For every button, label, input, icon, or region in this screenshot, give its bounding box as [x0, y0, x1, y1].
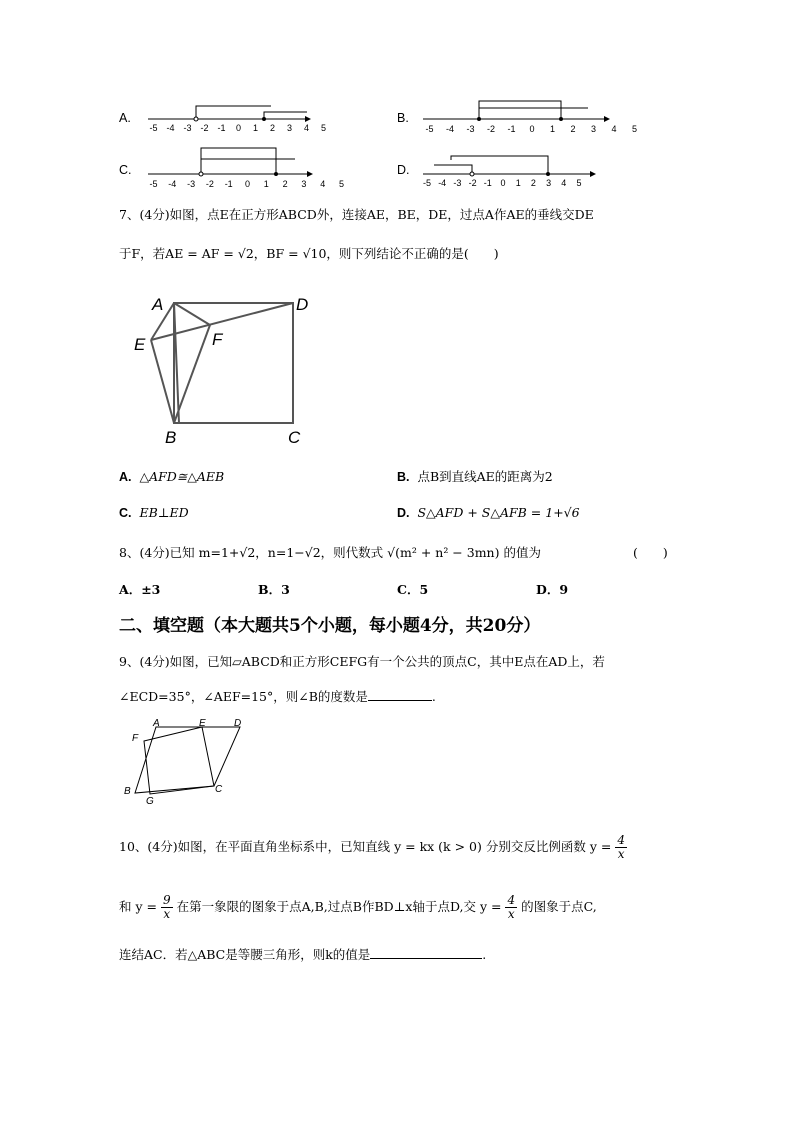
tick-label: 0 — [529, 124, 535, 134]
q7-label-c: C — [288, 428, 301, 447]
number-line-d — [420, 150, 600, 190]
tick-label: -4 — [166, 123, 175, 133]
q8-paren: ( ) — [633, 545, 668, 560]
tick-label: 3 — [301, 179, 307, 189]
tick-label: -3 — [183, 123, 192, 133]
tick-label: -3 — [187, 179, 196, 189]
tick-label: -2 — [200, 123, 209, 133]
tick-label: -5 — [422, 178, 432, 188]
q9-line2: ∠ECD=35°，∠AEF=15°，则∠B的度数是 . — [119, 689, 436, 704]
tick-label: -2 — [486, 124, 496, 134]
tick-label: 5 — [631, 124, 638, 134]
option-d-label: D. — [397, 163, 410, 177]
tick-label: -2 — [468, 178, 477, 188]
q10-line2: 和 y = $\frac{9}{x}$ 在第一象限的图象于点A,B,过点B作BD⊥x轴于点D,交 y = $\frac{4}{x}$ 的图象于点C, — [119, 893, 597, 921]
tick-label: 2 — [530, 178, 536, 188]
q9-label-f: F — [132, 733, 139, 744]
q7-stem-line1: 7、(4分)如图，点E在正方形ABCD外，连接AE，BE，DE，过点A作AE的垂线交DE — [119, 207, 594, 222]
q7-label-b: B — [165, 428, 177, 447]
tick-label: 5 — [320, 123, 327, 133]
q7-label-d: D — [296, 295, 309, 314]
tick-label: -5 — [149, 123, 158, 133]
tick-label: 2 — [282, 179, 288, 189]
tick-label: -4 — [168, 179, 177, 189]
option-a-label: A. — [119, 111, 131, 125]
number-line-c — [145, 146, 345, 189]
tick-label: 4 — [561, 178, 567, 188]
tick-label: -4 — [438, 178, 447, 188]
tick-label: -1 — [483, 178, 492, 188]
tick-label: 2 — [570, 124, 576, 134]
q7-label-a: A — [152, 295, 164, 314]
tick-label: 1 — [252, 123, 259, 133]
q9-label-b: B — [124, 786, 131, 797]
tick-label: 5 — [338, 179, 345, 189]
tick-label: -1 — [224, 179, 233, 189]
q9-label-g: G — [146, 796, 154, 807]
tick-label: -1 — [507, 124, 516, 134]
section-2-title: 二、填空题（本大题共5个小题，每小题4分，共20分） — [119, 616, 541, 636]
tick-label: -5 — [149, 179, 158, 189]
tick-label: 5 — [576, 178, 582, 188]
q9-line1: 9、(4分)如图，已知▱ABCD和正方形CEFG有一个公共的顶点C，其中E点在AD上，若 — [119, 654, 605, 669]
q10-answer-blank[interactable] — [370, 946, 482, 959]
q10-line1: 10、(4分)如图，在平面直角坐标系中，已知直线 y = kx (k > 0) 分别交反比例函数 y = $\frac{4}{x}$ — [119, 833, 625, 861]
option-b-label: B. — [397, 111, 409, 125]
q8-option-d: D．9 — [536, 582, 569, 597]
q7-label-f: F — [212, 330, 223, 349]
q10-fraction-4-over-x: $\frac{4}{x}$ — [617, 833, 625, 861]
option-c-label: C. — [119, 163, 132, 177]
tick-label: 0 — [500, 178, 506, 188]
tick-label: 3 — [286, 123, 293, 133]
q9-label-a: A — [153, 718, 160, 729]
q9-label-d: D — [234, 718, 242, 729]
q9-label-e: E — [199, 718, 206, 729]
tick-label: 4 — [303, 123, 310, 133]
q7-option-b: B. 点B到直线AE的距离为2 — [397, 469, 553, 484]
tick-label: 1 — [549, 124, 556, 134]
tick-label: 4 — [320, 179, 326, 189]
q10-line3: 连结AC．若△ABC是等腰三角形，则k的值是 . — [119, 947, 487, 962]
q7-stem-line2: 于F，若AE = AF = √2，BF = √10，则下列结论不正确的是( ) — [119, 246, 499, 261]
q7-option-c: C. EB⊥ED — [119, 505, 189, 520]
tick-label: 1 — [515, 178, 521, 188]
q8-option-b: B．3 — [258, 582, 290, 597]
tick-label: 4 — [611, 124, 617, 134]
q8-option-a: A．±3 — [119, 582, 161, 597]
q7-option-a: A. △AFD≅△AEB — [119, 469, 225, 484]
number-line-a — [145, 100, 327, 136]
tick-label: 2 — [269, 123, 276, 133]
tick-label: -4 — [445, 124, 455, 134]
number-line-b — [420, 96, 638, 136]
q7-option-d: D. S△AFD + S△AFB = 1+√6 — [397, 505, 580, 520]
tick-label: 3 — [546, 178, 552, 188]
tick-label: -5 — [425, 124, 434, 134]
q10-fraction-9-over-x: $\frac{9}{x}$ — [162, 893, 171, 921]
q8-option-c: C．5 — [397, 582, 429, 597]
q9-answer-blank[interactable] — [368, 688, 432, 701]
tick-label: -2 — [205, 179, 214, 189]
q8-stem: 8、(4分)已知 m=1+√2，n=1−√2，则代数式 √(m² + n² − 3mn) 的值为 — [119, 545, 541, 560]
tick-label: -3 — [453, 178, 462, 188]
q9-figure — [118, 716, 252, 808]
tick-label: 1 — [263, 179, 269, 189]
tick-label: -1 — [217, 123, 226, 133]
q9-label-c: C — [215, 784, 223, 795]
q7-figure — [128, 290, 318, 450]
tick-label: -3 — [466, 124, 475, 134]
q7-label-e: E — [134, 335, 146, 354]
tick-label: 0 — [235, 123, 242, 133]
q10-fraction-4-over-x-2: $\frac{4}{x}$ — [507, 893, 516, 921]
tick-label: 3 — [590, 124, 597, 134]
tick-label: 0 — [244, 179, 251, 189]
